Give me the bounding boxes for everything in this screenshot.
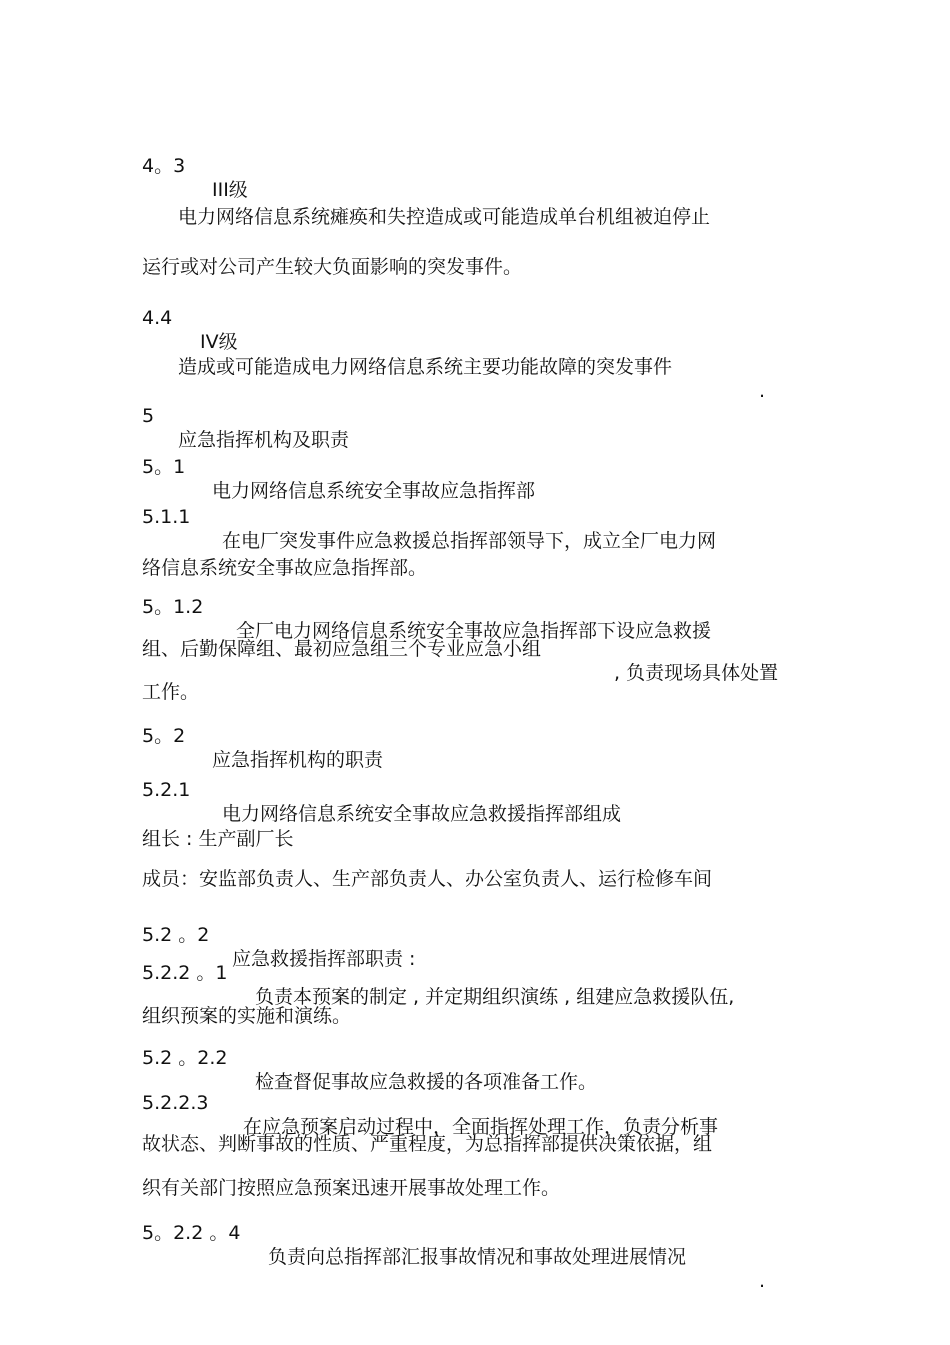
section-title: 应急指挥机构及职责 xyxy=(178,429,350,451)
section-number: 5 xyxy=(142,405,155,427)
paragraph-line xyxy=(0,980,352,1027)
heading-4-4 xyxy=(0,282,238,353)
paragraph-text-tail: , 负责现场具体处置 xyxy=(614,662,779,684)
paragraph-text: 络信息系统安全事故应急指挥部。 xyxy=(142,557,428,579)
paragraph-text: 故状态、判断事故的性质、严重程度，为总指挥部提供决策依据，组 xyxy=(142,1133,713,1155)
section-title: 应急指挥机构的职责 xyxy=(212,749,384,771)
paragraph-text: 织有关部门按照应急预案迅速开展事故处理工作。 xyxy=(142,1177,561,1199)
clause-text: 应急救援指挥部职责 : xyxy=(232,948,416,970)
clause-number: 5.2.1 xyxy=(142,779,191,801)
section-title: III级 xyxy=(212,179,248,201)
paragraph-text: 造成或可能造成电力网络信息系统主要功能故障的突发事件 xyxy=(178,356,673,378)
clause-5-1-2 xyxy=(0,571,712,642)
paragraph-text: 成员：安监部负责人、生产部负责人、办公室负责人、运行检修车间 xyxy=(142,868,713,890)
paragraph-line xyxy=(0,843,713,890)
clause-number: 5。1.2 xyxy=(142,596,204,618)
clause-5-2-2 xyxy=(0,899,416,970)
paragraph-line xyxy=(0,803,294,850)
paragraph-line xyxy=(0,231,523,278)
heading-5-2 xyxy=(0,700,384,771)
paragraph-text: 组、后勤保障组、最初应急组三个专业应急小组 xyxy=(142,638,542,660)
paragraph-text: 组织预案的实施和演练。 xyxy=(142,1005,352,1027)
clause-text: 在应急预案启动过程中，全面指挥处理工作，负责分析事 xyxy=(243,1116,719,1138)
section-title: IV级 xyxy=(200,331,238,353)
trailing-period: . xyxy=(759,380,766,402)
section-number: 5。1 xyxy=(142,456,186,478)
clause-number: 5.2.2 。1 xyxy=(142,962,228,984)
clause-5-2-2-4 xyxy=(0,1197,766,1292)
section-number: 5。2 xyxy=(142,725,186,747)
paragraph-text: 工作。 xyxy=(142,681,200,703)
section-title: 电力网络信息系统安全事故应急指挥部 xyxy=(212,480,536,502)
clause-text: 负责本预案的制定 , 并定期组织演练 , 组建应急救援队伍, xyxy=(255,986,735,1008)
paragraph-text: 电力网络信息系统瘫痪和失控造成或可能造成单台机组被迫停止 xyxy=(178,206,711,228)
trailing-period: . xyxy=(759,1270,766,1292)
clause-text: 电力网络信息系统安全事故应急救援指挥部组成 xyxy=(222,803,622,825)
clause-number: 5.2 。2 xyxy=(142,924,210,946)
paragraph-text: 运行或对公司产生较大负面影响的突发事件。 xyxy=(142,256,523,278)
clause-text: 全厂电力网络信息系统安全事故应急指挥部下设应急救援 xyxy=(236,620,712,642)
clause-5-2-2-2 xyxy=(0,1022,598,1093)
paragraph-line xyxy=(0,1152,561,1199)
paragraph-text: 组长 : 生产副厂长 xyxy=(142,828,294,850)
heading-5 xyxy=(0,380,350,451)
section-number: 4。3 xyxy=(142,155,186,177)
section-number: 4.4 xyxy=(142,307,173,329)
clause-number: 5。2.2 。4 xyxy=(142,1222,241,1244)
clause-text: 负责向总指挥部汇报事故情况和事故处理进展情况 xyxy=(268,1246,687,1268)
clause-text: 检查督促事故应急救援的各项准备工作。 xyxy=(255,1071,598,1093)
paragraph-line xyxy=(0,532,428,579)
heading-4-3 xyxy=(0,130,248,201)
clause-number: 5.2 。2.2 xyxy=(142,1047,228,1069)
paragraph-line xyxy=(0,656,200,703)
clause-number: 5.2.2.3 xyxy=(142,1092,209,1114)
clause-text: 在电厂突发事件应急救援总指挥部领导下，成立全厂电力网 xyxy=(222,530,717,552)
clause-number: 5.1.1 xyxy=(142,506,191,528)
